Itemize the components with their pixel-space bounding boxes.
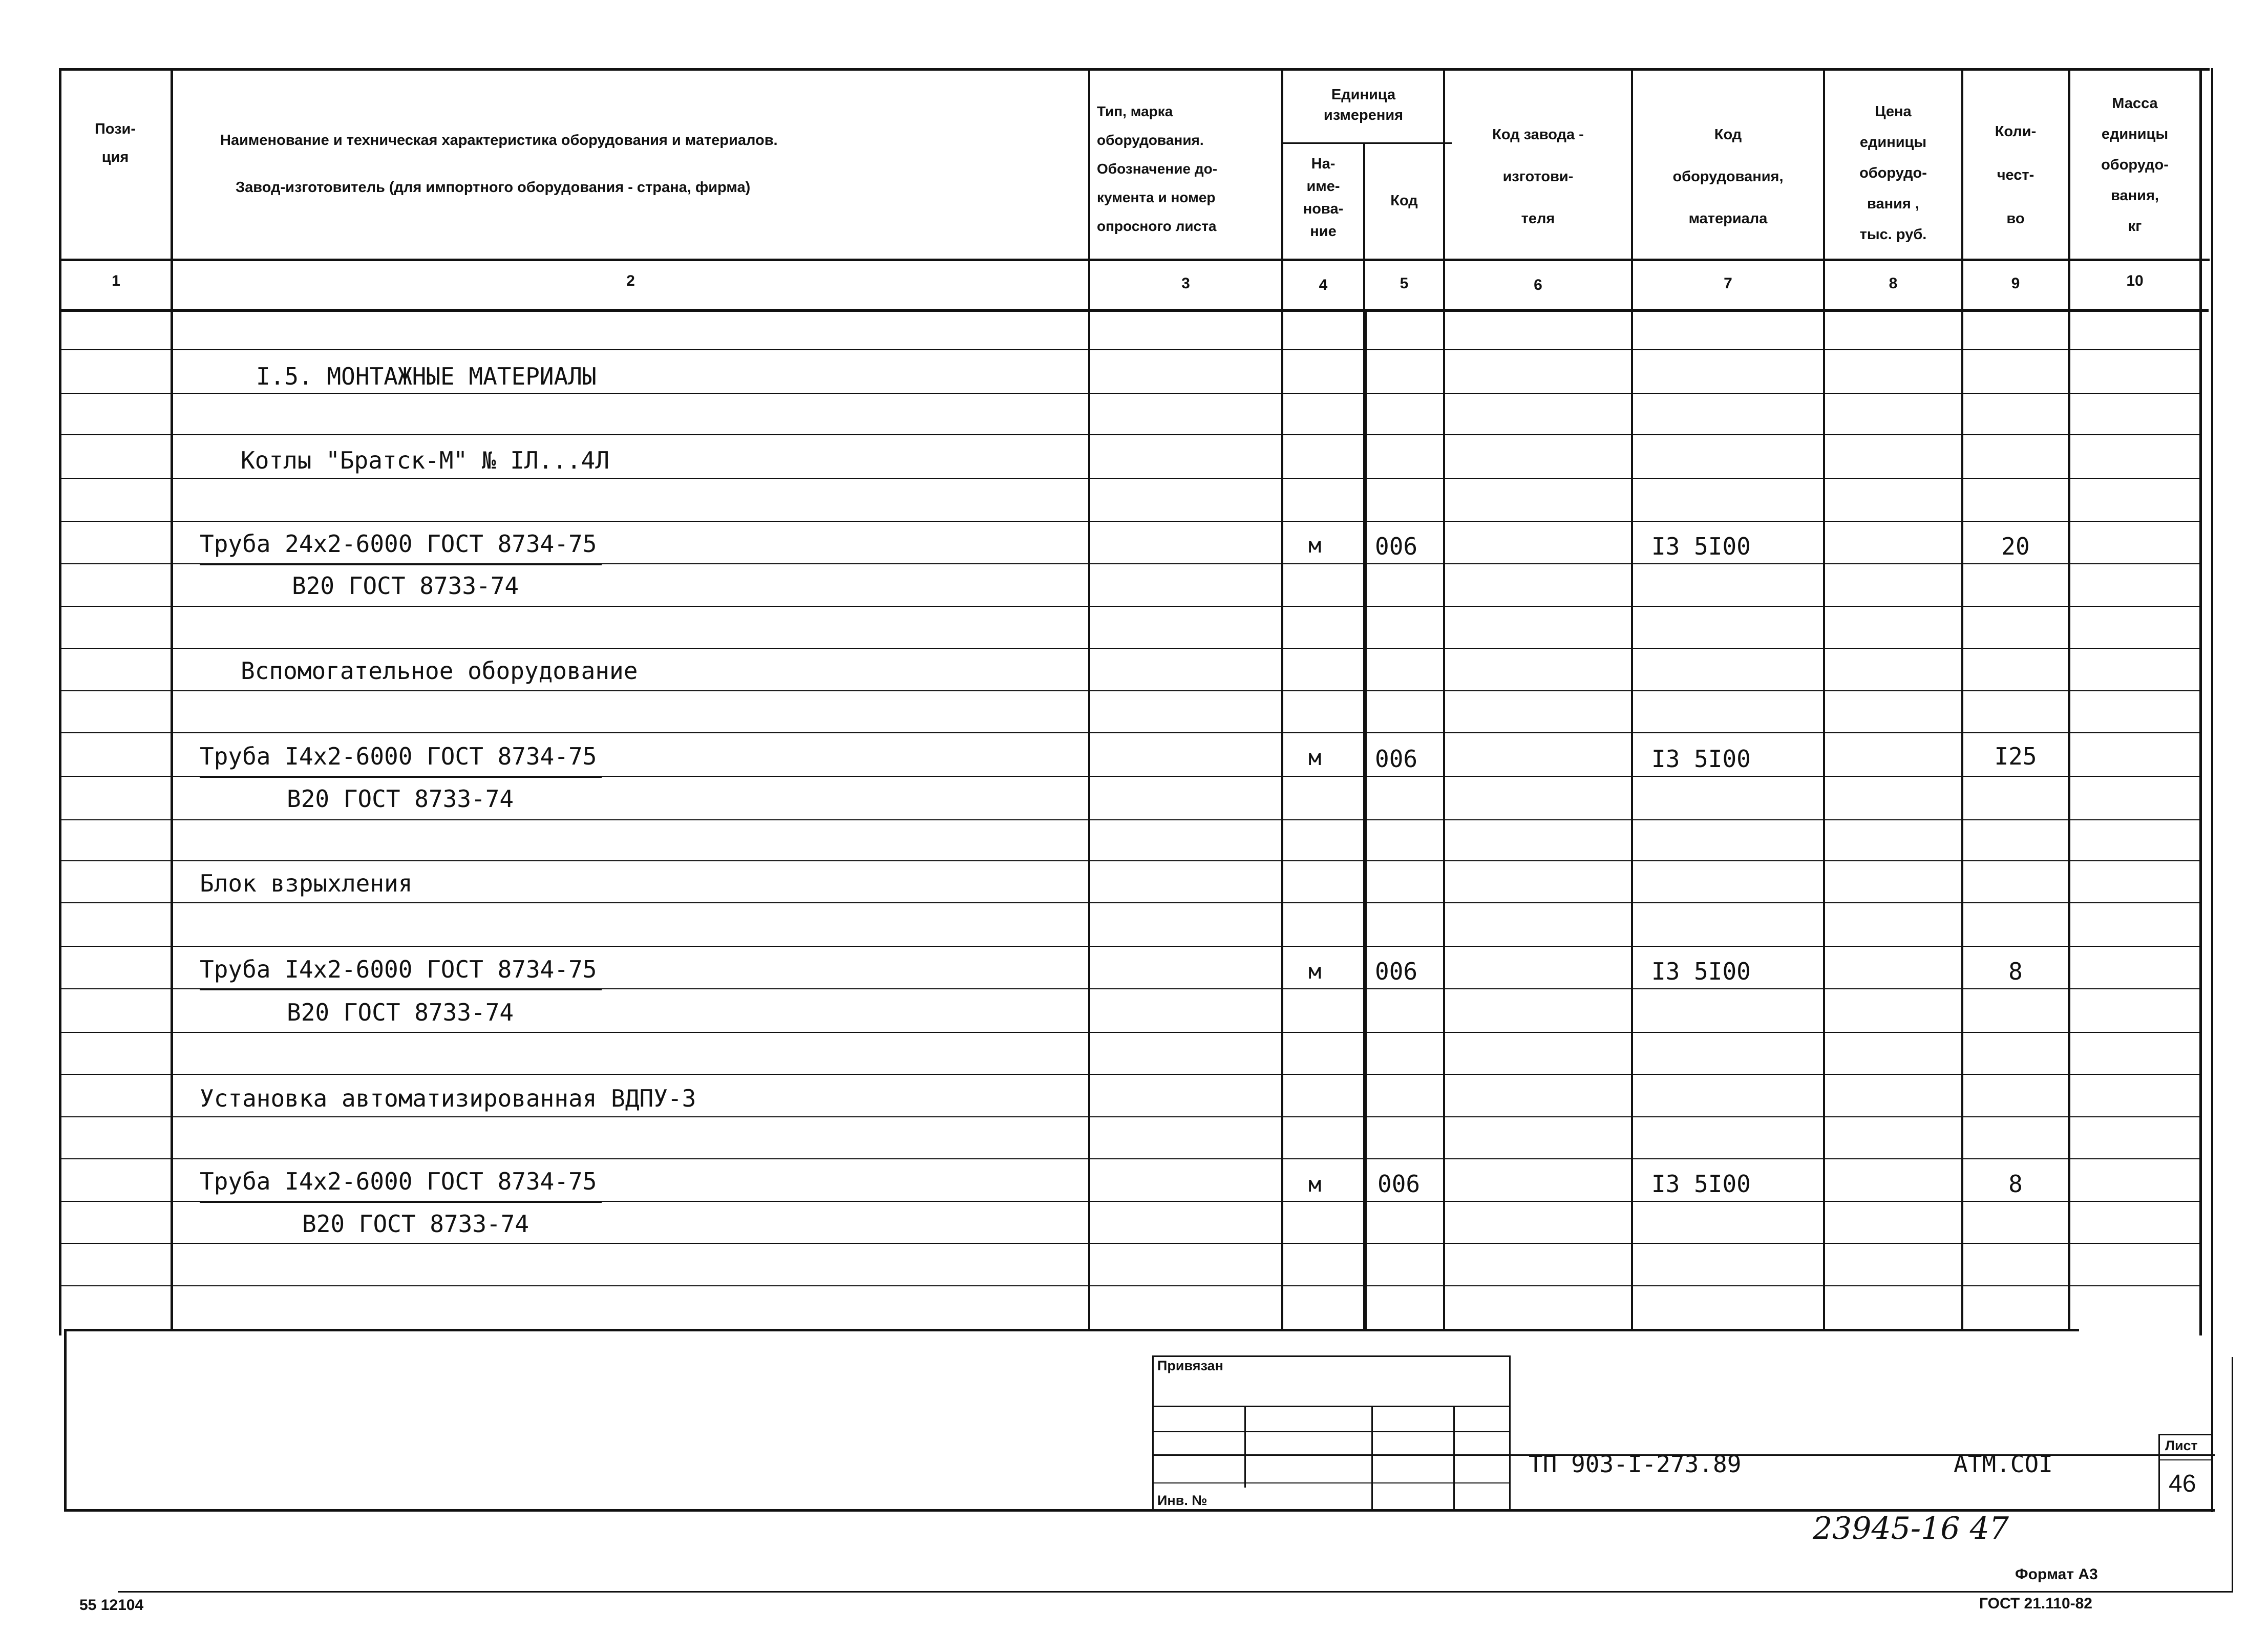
header-name: Наименование и техническая характеристика оборудования и материалов. Завод-изготовитель (для импортного оборудования - страна, фирма) [220,132,778,196]
frame-left-line [59,68,61,1335]
header-unit-group: Единица измерения [1323,87,1404,123]
row-line [60,349,2201,350]
group-title: Блок взрыхления [200,869,413,897]
name-underline [200,988,602,990]
stamp-line [1152,1406,1511,1407]
item-steel-grade: В20 ГОСТ 8733-74 [287,999,514,1026]
item-code: 006 [1375,745,1418,773]
item-material-code: I3 5I00 [1651,533,1751,560]
item-material-code: I3 5I00 [1651,745,1751,773]
row-line [60,902,2201,903]
row-line [60,521,2201,522]
sheet-label: Лист [2165,1438,2198,1453]
standard-label: ГОСТ 21.110-82 [1979,1595,2092,1612]
column-number: 10 [2126,272,2144,289]
header-unit-name: На- име- нова- ние [1303,156,1344,240]
item-code: 006 [1375,533,1418,560]
row-line [60,648,2201,649]
unit-header-divider [1283,142,1452,144]
document-code: АТМ.СОI [1954,1450,2053,1478]
row-line [60,690,2201,691]
row-line [60,1074,2201,1075]
row-line [60,946,2201,947]
number-row-bottom-line [60,309,2209,312]
document-number: ТП 903-I-273.89 [1529,1450,1742,1478]
stamp-box-right [1509,1355,1511,1512]
row-line [60,393,2201,394]
row-line [60,478,2201,479]
section-title: I.5. МОНТАЖНЫЕ МАТЕРИАЛЫ [256,363,597,390]
stamp-line [1152,1482,1511,1483]
item-name: Труба I4х2-6000 ГОСТ 8734-75 [200,956,597,983]
col-line-2 [1088,68,1090,1330]
stamp-box-left [1152,1355,1154,1512]
col-line-10 [2199,68,2202,1335]
header-quantity: Коли- чест- во [1995,123,2037,227]
header-unit-code: Код [1390,193,1418,209]
item-steel-grade: В20 ГОСТ 8733-74 [287,785,514,813]
column-number: 3 [1181,275,1190,292]
row-line [60,1243,2201,1244]
header-factory-code: Код завода - изготови- теля [1492,126,1584,227]
column-number: 7 [1724,275,1732,292]
item-unit: м [1308,745,1322,770]
stamp-line [1371,1406,1373,1511]
item-name: Труба I4х2-6000 ГОСТ 8734-75 [200,743,597,770]
print-id: 55 12104 [79,1597,144,1614]
name-underline [200,1201,602,1203]
item-name: Труба 24х2-6000 ГОСТ 8734-75 [200,530,597,558]
frame-right-line [2211,68,2213,1512]
stamp-line [1453,1406,1455,1511]
column-number: 2 [626,272,635,289]
outer-bottom-line [118,1591,2233,1593]
row-line [60,1116,2201,1117]
item-quantity: 8 [2008,1170,2023,1198]
group-title: Котлы "Братск-М" № IЛ...4Л [241,447,610,474]
column-number: 1 [112,272,120,289]
column-number: 5 [1400,275,1409,292]
item-quantity: 8 [2008,958,2023,985]
item-quantity: I25 [1994,743,2037,770]
item-unit: м [1308,533,1322,558]
item-steel-grade: В20 ГОСТ 8733-74 [302,1210,529,1238]
col-line-7 [1823,68,1825,1330]
column-number: 6 [1534,277,1542,293]
item-unit: м [1308,959,1322,984]
item-material-code: I3 5I00 [1651,1170,1751,1198]
header-price: Цена единицы оборудо- вания , тыс. руб. [1859,103,1927,243]
item-code: 006 [1375,958,1418,985]
item-code: 006 [1377,1170,1421,1198]
header-mass: Масса единицы оборудо- вания, кг [2101,95,2169,235]
col-line-6 [1631,68,1633,1330]
attached-label: Привязан [1157,1358,1223,1373]
sheet-box-line [2158,1434,2212,1435]
item-unit: м [1308,1172,1322,1197]
header-position: Пози- ция [94,121,136,165]
column-number: 4 [1319,277,1328,293]
row-line [60,1285,2201,1286]
sheet-box-line [2158,1434,2160,1512]
frame-left-line-lower [64,1329,67,1512]
group-title: Установка автоматизированная ВДПУ-3 [200,1085,696,1112]
col-line-3 [1281,68,1283,1330]
name-underline [200,776,602,778]
group-title: Вспомогательное оборудование [241,657,638,685]
row-line [60,606,2201,607]
name-underline [200,563,602,565]
column-number: 9 [2011,275,2020,292]
sheet-number: 46 [2169,1470,2196,1497]
inventory-number-label: Инв. № [1157,1493,1207,1508]
col-line-5 [1443,68,1445,1330]
item-material-code: I3 5I00 [1651,958,1751,985]
stamp-box-top [1152,1355,1511,1357]
row-line [60,860,2201,861]
item-steel-grade: В20 ГОСТ 8733-74 [292,572,519,600]
table-bottom-line [67,1329,2079,1331]
stamp-line [1244,1406,1246,1488]
outer-right-line [2232,1357,2233,1593]
row-line [60,819,2201,820]
item-name: Труба I4х2-6000 ГОСТ 8734-75 [200,1168,597,1195]
stamp-line [1152,1431,1511,1432]
handwritten-archive-number: 23945-16 47 [1813,1511,2009,1546]
col-line-1 [171,68,173,1330]
col-line-9 [2068,68,2070,1330]
row-line [60,1158,2201,1159]
header-material-code: Код оборудования, материала [1672,126,1784,227]
sheet-box-line [2158,1459,2212,1460]
item-quantity: 20 [2001,533,2030,560]
row-line [60,732,2201,733]
row-line [60,1032,2201,1033]
col-line-8 [1961,68,1963,1330]
header-bottom-line [59,259,2210,261]
column-number: 8 [1889,275,1898,292]
row-line [60,434,2201,435]
format-label: Формат А3 [2015,1566,2098,1583]
header-type: Тип, марка оборудования. Обозначение до- кумента и номер опросного листа [1097,103,1218,234]
frame-top-line [59,68,2210,71]
